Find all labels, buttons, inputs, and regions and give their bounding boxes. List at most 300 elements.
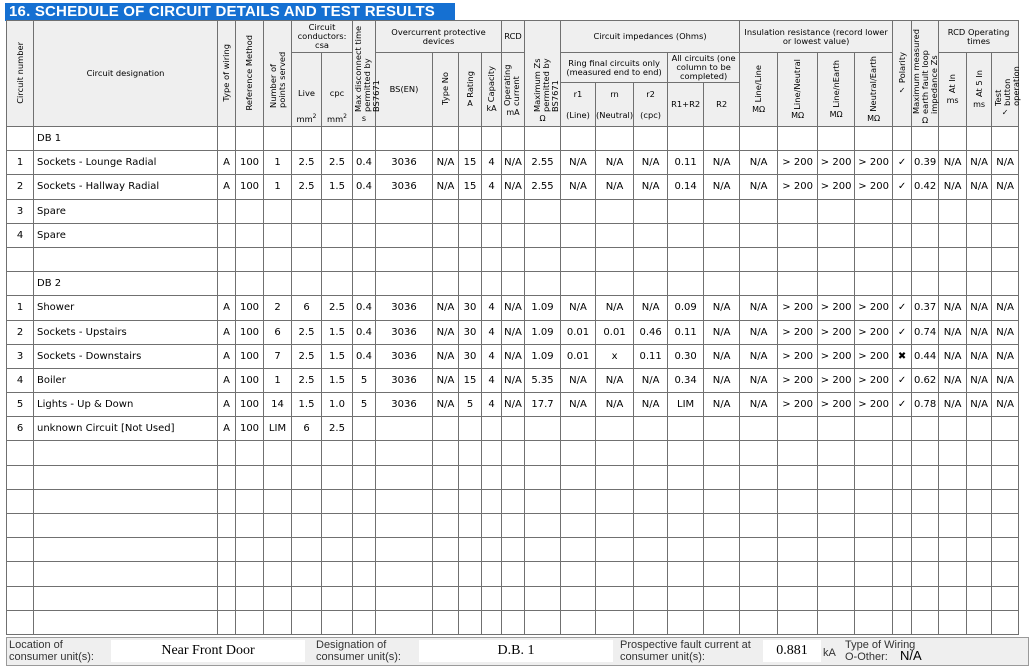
cell-points[interactable]: 7 xyxy=(264,344,292,368)
cell-ref[interactable] xyxy=(236,223,264,247)
cell-R2[interactable] xyxy=(704,562,740,586)
cell-maxzs[interactable]: 2.55 xyxy=(525,175,561,199)
cell-at5in[interactable]: N/A xyxy=(967,151,992,175)
cell-points[interactable]: 14 xyxy=(264,393,292,417)
cell-maxzs[interactable] xyxy=(525,272,561,296)
cell-designation[interactable]: Spare xyxy=(34,199,218,223)
cell-ref[interactable]: 100 xyxy=(236,296,264,320)
cell-r2[interactable]: N/A xyxy=(634,296,668,320)
cell-bsen[interactable]: 3036 xyxy=(376,151,433,175)
cell-cap[interactable] xyxy=(482,441,502,465)
cell-ref[interactable] xyxy=(236,127,264,151)
cell-atin[interactable] xyxy=(939,441,967,465)
cell-type[interactable] xyxy=(433,586,459,610)
cell-live[interactable]: 1.5 xyxy=(292,393,322,417)
cell-wiring[interactable] xyxy=(218,199,236,223)
cell-R2[interactable] xyxy=(704,514,740,538)
cell-test[interactable] xyxy=(992,127,1019,151)
cell-bsen[interactable] xyxy=(376,465,433,489)
cell-cap[interactable] xyxy=(482,514,502,538)
cell-R2[interactable] xyxy=(704,199,740,223)
cell-le[interactable]: > 200 xyxy=(818,296,855,320)
cell-rating[interactable] xyxy=(459,586,482,610)
cell-num[interactable] xyxy=(7,247,34,271)
cell-type[interactable] xyxy=(433,223,459,247)
cell-r2[interactable] xyxy=(634,417,668,441)
cell-rating[interactable] xyxy=(459,441,482,465)
cell-opcur[interactable]: N/A xyxy=(502,296,525,320)
cell-ref[interactable] xyxy=(236,465,264,489)
cell-wiring[interactable] xyxy=(218,127,236,151)
cell-r1r2[interactable] xyxy=(668,514,704,538)
cell-designation[interactable] xyxy=(34,441,218,465)
cell-rating[interactable]: 30 xyxy=(459,344,482,368)
cell-pol[interactable] xyxy=(893,199,912,223)
cell-R2[interactable]: N/A xyxy=(704,320,740,344)
cell-r2[interactable] xyxy=(634,223,668,247)
cell-disc[interactable]: 0.4 xyxy=(353,344,376,368)
cell-live[interactable] xyxy=(292,538,322,562)
cell-rn[interactable]: N/A xyxy=(596,175,634,199)
cell-pol[interactable] xyxy=(893,465,912,489)
cell-ne[interactable] xyxy=(855,514,893,538)
cell-type[interactable] xyxy=(433,514,459,538)
cell-cpc[interactable] xyxy=(322,562,353,586)
cell-wiring[interactable] xyxy=(218,562,236,586)
cell-bsen[interactable] xyxy=(376,417,433,441)
cell-opcur[interactable] xyxy=(502,199,525,223)
cell-le[interactable]: > 200 xyxy=(818,393,855,417)
cell-cpc[interactable]: 1.5 xyxy=(322,344,353,368)
cell-designation[interactable]: Boiler xyxy=(34,368,218,392)
cell-atin[interactable] xyxy=(939,562,967,586)
cell-bsen[interactable] xyxy=(376,199,433,223)
cell-live[interactable]: 2.5 xyxy=(292,320,322,344)
cell-ref[interactable] xyxy=(236,441,264,465)
cell-wiring[interactable]: A xyxy=(218,151,236,175)
cell-pol[interactable] xyxy=(893,586,912,610)
cell-points[interactable] xyxy=(264,441,292,465)
cell-atin[interactable] xyxy=(939,586,967,610)
cell-disc[interactable] xyxy=(353,199,376,223)
cell-zs[interactable] xyxy=(912,465,939,489)
cell-live[interactable] xyxy=(292,199,322,223)
cell-r1r2[interactable] xyxy=(668,417,704,441)
cell-type[interactable]: N/A xyxy=(433,175,459,199)
cell-opcur[interactable] xyxy=(502,538,525,562)
cell-live[interactable] xyxy=(292,272,322,296)
wiring-other-value[interactable]: N/A xyxy=(900,648,922,663)
cell-ne[interactable]: > 200 xyxy=(855,320,893,344)
cell-num[interactable]: 1 xyxy=(7,296,34,320)
cell-r1[interactable] xyxy=(561,610,596,634)
cell-zs[interactable] xyxy=(912,199,939,223)
cell-wiring[interactable] xyxy=(218,538,236,562)
cell-le[interactable] xyxy=(818,247,855,271)
cell-le[interactable]: > 200 xyxy=(818,320,855,344)
cell-opcur[interactable]: N/A xyxy=(502,393,525,417)
cell-maxzs[interactable] xyxy=(525,199,561,223)
cell-ref[interactable] xyxy=(236,586,264,610)
cell-type[interactable] xyxy=(433,538,459,562)
cell-at5in[interactable]: N/A xyxy=(967,296,992,320)
cell-maxzs[interactable]: 1.09 xyxy=(525,344,561,368)
cell-bsen[interactable]: 3036 xyxy=(376,344,433,368)
cell-maxzs[interactable]: 1.09 xyxy=(525,320,561,344)
cell-wiring[interactable] xyxy=(218,272,236,296)
cell-zs[interactable] xyxy=(912,441,939,465)
cell-type[interactable]: N/A xyxy=(433,393,459,417)
cell-designation[interactable] xyxy=(34,465,218,489)
cell-designation[interactable]: Sockets - Downstairs xyxy=(34,344,218,368)
cell-r1r2[interactable] xyxy=(668,272,704,296)
cell-points[interactable] xyxy=(264,562,292,586)
cell-atin[interactable] xyxy=(939,610,967,634)
cell-num[interactable]: 6 xyxy=(7,417,34,441)
cell-ll[interactable]: N/A xyxy=(740,320,778,344)
cell-ne[interactable] xyxy=(855,417,893,441)
cell-le[interactable] xyxy=(818,489,855,513)
cell-bsen[interactable] xyxy=(376,127,433,151)
cell-maxzs[interactable] xyxy=(525,586,561,610)
cell-num[interactable] xyxy=(7,127,34,151)
cell-type[interactable] xyxy=(433,127,459,151)
cell-maxzs[interactable]: 17.7 xyxy=(525,393,561,417)
cell-designation[interactable] xyxy=(34,514,218,538)
cell-disc[interactable]: 0.4 xyxy=(353,175,376,199)
cell-pol[interactable] xyxy=(893,514,912,538)
cell-bsen[interactable]: 3036 xyxy=(376,175,433,199)
cell-r1r2[interactable] xyxy=(668,247,704,271)
cell-bsen[interactable] xyxy=(376,586,433,610)
cell-points[interactable] xyxy=(264,514,292,538)
cell-cpc[interactable] xyxy=(322,247,353,271)
cell-R2[interactable]: N/A xyxy=(704,393,740,417)
cell-points[interactable] xyxy=(264,127,292,151)
cell-cap[interactable] xyxy=(482,272,502,296)
cell-maxzs[interactable] xyxy=(525,441,561,465)
cell-atin[interactable] xyxy=(939,538,967,562)
cell-ll[interactable] xyxy=(740,610,778,634)
cell-at5in[interactable] xyxy=(967,417,992,441)
cell-atin[interactable] xyxy=(939,417,967,441)
cell-ne[interactable] xyxy=(855,489,893,513)
cell-cpc[interactable] xyxy=(322,199,353,223)
cell-rn[interactable] xyxy=(596,127,634,151)
cell-cap[interactable]: 4 xyxy=(482,344,502,368)
cell-le[interactable] xyxy=(818,610,855,634)
cell-r1[interactable] xyxy=(561,247,596,271)
cell-maxzs[interactable] xyxy=(525,610,561,634)
cell-cap[interactable] xyxy=(482,610,502,634)
cell-cpc[interactable] xyxy=(322,514,353,538)
cell-ref[interactable]: 100 xyxy=(236,417,264,441)
cell-ln[interactable] xyxy=(778,223,818,247)
cell-test[interactable]: N/A xyxy=(992,175,1019,199)
cell-type[interactable] xyxy=(433,441,459,465)
cell-type[interactable]: N/A xyxy=(433,296,459,320)
cell-r2[interactable] xyxy=(634,441,668,465)
cell-cpc[interactable] xyxy=(322,441,353,465)
cell-designation[interactable] xyxy=(34,562,218,586)
cell-rating[interactable] xyxy=(459,610,482,634)
cell-le[interactable] xyxy=(818,127,855,151)
cell-ne[interactable] xyxy=(855,441,893,465)
cell-zs[interactable]: 0.37 xyxy=(912,296,939,320)
cell-rating[interactable] xyxy=(459,465,482,489)
cell-type[interactable] xyxy=(433,610,459,634)
cell-wiring[interactable] xyxy=(218,465,236,489)
cell-points[interactable]: 1 xyxy=(264,175,292,199)
cell-rating[interactable] xyxy=(459,489,482,513)
cell-atin[interactable] xyxy=(939,199,967,223)
cell-ne[interactable] xyxy=(855,586,893,610)
cell-ln[interactable] xyxy=(778,562,818,586)
cell-le[interactable] xyxy=(818,538,855,562)
cell-live[interactable] xyxy=(292,247,322,271)
cell-wiring[interactable]: A xyxy=(218,175,236,199)
cell-test[interactable] xyxy=(992,562,1019,586)
cell-ne[interactable] xyxy=(855,247,893,271)
cell-ll[interactable] xyxy=(740,489,778,513)
cell-cpc[interactable] xyxy=(322,465,353,489)
cell-ne[interactable] xyxy=(855,465,893,489)
cell-points[interactable] xyxy=(264,199,292,223)
cell-maxzs[interactable] xyxy=(525,127,561,151)
cell-r1[interactable] xyxy=(561,127,596,151)
cell-disc[interactable]: 5 xyxy=(353,368,376,392)
cell-type[interactable] xyxy=(433,417,459,441)
cell-live[interactable] xyxy=(292,223,322,247)
cell-R2[interactable] xyxy=(704,247,740,271)
cell-points[interactable]: LIM xyxy=(264,417,292,441)
cell-type[interactable]: N/A xyxy=(433,320,459,344)
cell-num[interactable] xyxy=(7,272,34,296)
cell-r2[interactable] xyxy=(634,610,668,634)
cell-opcur[interactable] xyxy=(502,489,525,513)
cell-r2[interactable] xyxy=(634,272,668,296)
cell-pol[interactable] xyxy=(893,247,912,271)
cell-r1[interactable] xyxy=(561,489,596,513)
cell-le[interactable] xyxy=(818,272,855,296)
cell-le[interactable] xyxy=(818,441,855,465)
cell-r1r2[interactable] xyxy=(668,223,704,247)
cell-at5in[interactable] xyxy=(967,441,992,465)
cell-rn[interactable] xyxy=(596,489,634,513)
cell-maxzs[interactable] xyxy=(525,465,561,489)
cell-opcur[interactable] xyxy=(502,127,525,151)
cell-R2[interactable] xyxy=(704,441,740,465)
cell-ll[interactable] xyxy=(740,247,778,271)
cell-cpc[interactable] xyxy=(322,538,353,562)
cell-rn[interactable] xyxy=(596,465,634,489)
cell-cpc[interactable]: 2.5 xyxy=(322,296,353,320)
cell-num[interactable] xyxy=(7,489,34,513)
cell-designation[interactable]: Spare xyxy=(34,223,218,247)
cell-cpc[interactable] xyxy=(322,272,353,296)
cell-at5in[interactable] xyxy=(967,562,992,586)
cell-type[interactable]: N/A xyxy=(433,151,459,175)
cell-atin[interactable] xyxy=(939,127,967,151)
cell-maxzs[interactable]: 1.09 xyxy=(525,296,561,320)
cell-rn[interactable] xyxy=(596,441,634,465)
cell-ne[interactable]: > 200 xyxy=(855,151,893,175)
cell-num[interactable] xyxy=(7,586,34,610)
cell-zs[interactable] xyxy=(912,127,939,151)
cell-R2[interactable] xyxy=(704,127,740,151)
cell-zs[interactable] xyxy=(912,417,939,441)
cell-zs[interactable]: 0.44 xyxy=(912,344,939,368)
cell-designation[interactable]: Lights - Up & Down xyxy=(34,393,218,417)
cell-num[interactable]: 2 xyxy=(7,175,34,199)
cell-ln[interactable] xyxy=(778,514,818,538)
cell-type[interactable] xyxy=(433,199,459,223)
cell-r1r2[interactable]: 0.34 xyxy=(668,368,704,392)
cell-r1r2[interactable] xyxy=(668,610,704,634)
cell-designation[interactable]: Sockets - Lounge Radial xyxy=(34,151,218,175)
cell-disc[interactable]: 0.4 xyxy=(353,296,376,320)
cell-live[interactable] xyxy=(292,610,322,634)
cell-le[interactable]: > 200 xyxy=(818,151,855,175)
cell-opcur[interactable] xyxy=(502,586,525,610)
cell-ll[interactable] xyxy=(740,223,778,247)
cell-pol[interactable]: ✓ xyxy=(893,368,912,392)
cell-cap[interactable]: 4 xyxy=(482,393,502,417)
cell-cpc[interactable]: 1.5 xyxy=(322,175,353,199)
cell-num[interactable]: 4 xyxy=(7,368,34,392)
cell-rn[interactable] xyxy=(596,562,634,586)
cell-cpc[interactable] xyxy=(322,610,353,634)
cell-at5in[interactable] xyxy=(967,610,992,634)
cell-rn[interactable] xyxy=(596,199,634,223)
cell-ne[interactable]: > 200 xyxy=(855,344,893,368)
cell-maxzs[interactable] xyxy=(525,247,561,271)
cell-designation[interactable]: Sockets - Hallway Radial xyxy=(34,175,218,199)
cell-cap[interactable] xyxy=(482,247,502,271)
cell-zs[interactable] xyxy=(912,562,939,586)
cell-bsen[interactable] xyxy=(376,489,433,513)
cell-cap[interactable]: 4 xyxy=(482,175,502,199)
cell-rating[interactable]: 15 xyxy=(459,175,482,199)
cell-opcur[interactable] xyxy=(502,417,525,441)
cell-type[interactable]: N/A xyxy=(433,368,459,392)
cell-live[interactable] xyxy=(292,489,322,513)
cell-pol[interactable]: ✖ xyxy=(893,344,912,368)
cell-wiring[interactable] xyxy=(218,441,236,465)
cell-ln[interactable]: > 200 xyxy=(778,368,818,392)
pfc-field[interactable]: 0.881 xyxy=(763,640,821,662)
cell-r1r2[interactable] xyxy=(668,586,704,610)
cell-ref[interactable]: 100 xyxy=(236,368,264,392)
cell-cap[interactable]: 4 xyxy=(482,296,502,320)
cell-pol[interactable]: ✓ xyxy=(893,296,912,320)
cell-r2[interactable] xyxy=(634,465,668,489)
cell-cap[interactable] xyxy=(482,223,502,247)
cell-R2[interactable]: N/A xyxy=(704,344,740,368)
cell-test[interactable] xyxy=(992,441,1019,465)
cell-le[interactable] xyxy=(818,586,855,610)
cell-r2[interactable]: N/A xyxy=(634,393,668,417)
cell-r1r2[interactable]: 0.14 xyxy=(668,175,704,199)
cell-rn[interactable] xyxy=(596,223,634,247)
cell-atin[interactable]: N/A xyxy=(939,368,967,392)
cell-opcur[interactable]: N/A xyxy=(502,344,525,368)
designation-field[interactable]: D.B. 1 xyxy=(419,640,613,662)
cell-zs[interactable] xyxy=(912,272,939,296)
cell-test[interactable]: N/A xyxy=(992,320,1019,344)
cell-ref[interactable] xyxy=(236,610,264,634)
cell-at5in[interactable]: N/A xyxy=(967,393,992,417)
cell-pol[interactable]: ✓ xyxy=(893,175,912,199)
cell-ll[interactable] xyxy=(740,538,778,562)
cell-cpc[interactable]: 2.5 xyxy=(322,417,353,441)
cell-ne[interactable] xyxy=(855,562,893,586)
cell-pol[interactable] xyxy=(893,441,912,465)
cell-r1[interactable]: N/A xyxy=(561,368,596,392)
cell-cpc[interactable] xyxy=(322,127,353,151)
cell-r2[interactable] xyxy=(634,562,668,586)
cell-opcur[interactable] xyxy=(502,465,525,489)
cell-wiring[interactable] xyxy=(218,586,236,610)
cell-zs[interactable]: 0.62 xyxy=(912,368,939,392)
cell-ll[interactable] xyxy=(740,441,778,465)
cell-at5in[interactable] xyxy=(967,223,992,247)
cell-ll[interactable] xyxy=(740,199,778,223)
cell-num[interactable]: 3 xyxy=(7,199,34,223)
cell-pol[interactable] xyxy=(893,610,912,634)
cell-disc[interactable] xyxy=(353,514,376,538)
cell-live[interactable]: 2.5 xyxy=(292,151,322,175)
cell-cpc[interactable]: 1.0 xyxy=(322,393,353,417)
cell-rating[interactable] xyxy=(459,417,482,441)
cell-at5in[interactable] xyxy=(967,538,992,562)
cell-r1[interactable]: 0.01 xyxy=(561,344,596,368)
cell-ln[interactable] xyxy=(778,127,818,151)
cell-rn[interactable] xyxy=(596,514,634,538)
cell-ref[interactable] xyxy=(236,272,264,296)
cell-disc[interactable] xyxy=(353,562,376,586)
cell-cap[interactable] xyxy=(482,465,502,489)
cell-ref[interactable] xyxy=(236,514,264,538)
cell-r1[interactable] xyxy=(561,586,596,610)
cell-zs[interactable]: 0.78 xyxy=(912,393,939,417)
cell-live[interactable] xyxy=(292,127,322,151)
cell-ref[interactable] xyxy=(236,489,264,513)
cell-at5in[interactable] xyxy=(967,514,992,538)
cell-wiring[interactable]: A xyxy=(218,368,236,392)
cell-disc[interactable] xyxy=(353,247,376,271)
cell-rating[interactable]: 15 xyxy=(459,368,482,392)
cell-opcur[interactable]: N/A xyxy=(502,320,525,344)
cell-atin[interactable]: N/A xyxy=(939,151,967,175)
cell-points[interactable] xyxy=(264,610,292,634)
cell-disc[interactable] xyxy=(353,586,376,610)
cell-points[interactable]: 6 xyxy=(264,320,292,344)
cell-ll[interactable] xyxy=(740,586,778,610)
cell-bsen[interactable] xyxy=(376,272,433,296)
cell-maxzs[interactable]: 2.55 xyxy=(525,151,561,175)
cell-r2[interactable] xyxy=(634,586,668,610)
cell-cap[interactable] xyxy=(482,199,502,223)
cell-type[interactable] xyxy=(433,489,459,513)
cell-type[interactable] xyxy=(433,247,459,271)
cell-R2[interactable]: N/A xyxy=(704,175,740,199)
cell-r1[interactable] xyxy=(561,538,596,562)
cell-ll[interactable]: N/A xyxy=(740,296,778,320)
cell-r1r2[interactable] xyxy=(668,489,704,513)
cell-pol[interactable] xyxy=(893,127,912,151)
cell-live[interactable]: 2.5 xyxy=(292,175,322,199)
